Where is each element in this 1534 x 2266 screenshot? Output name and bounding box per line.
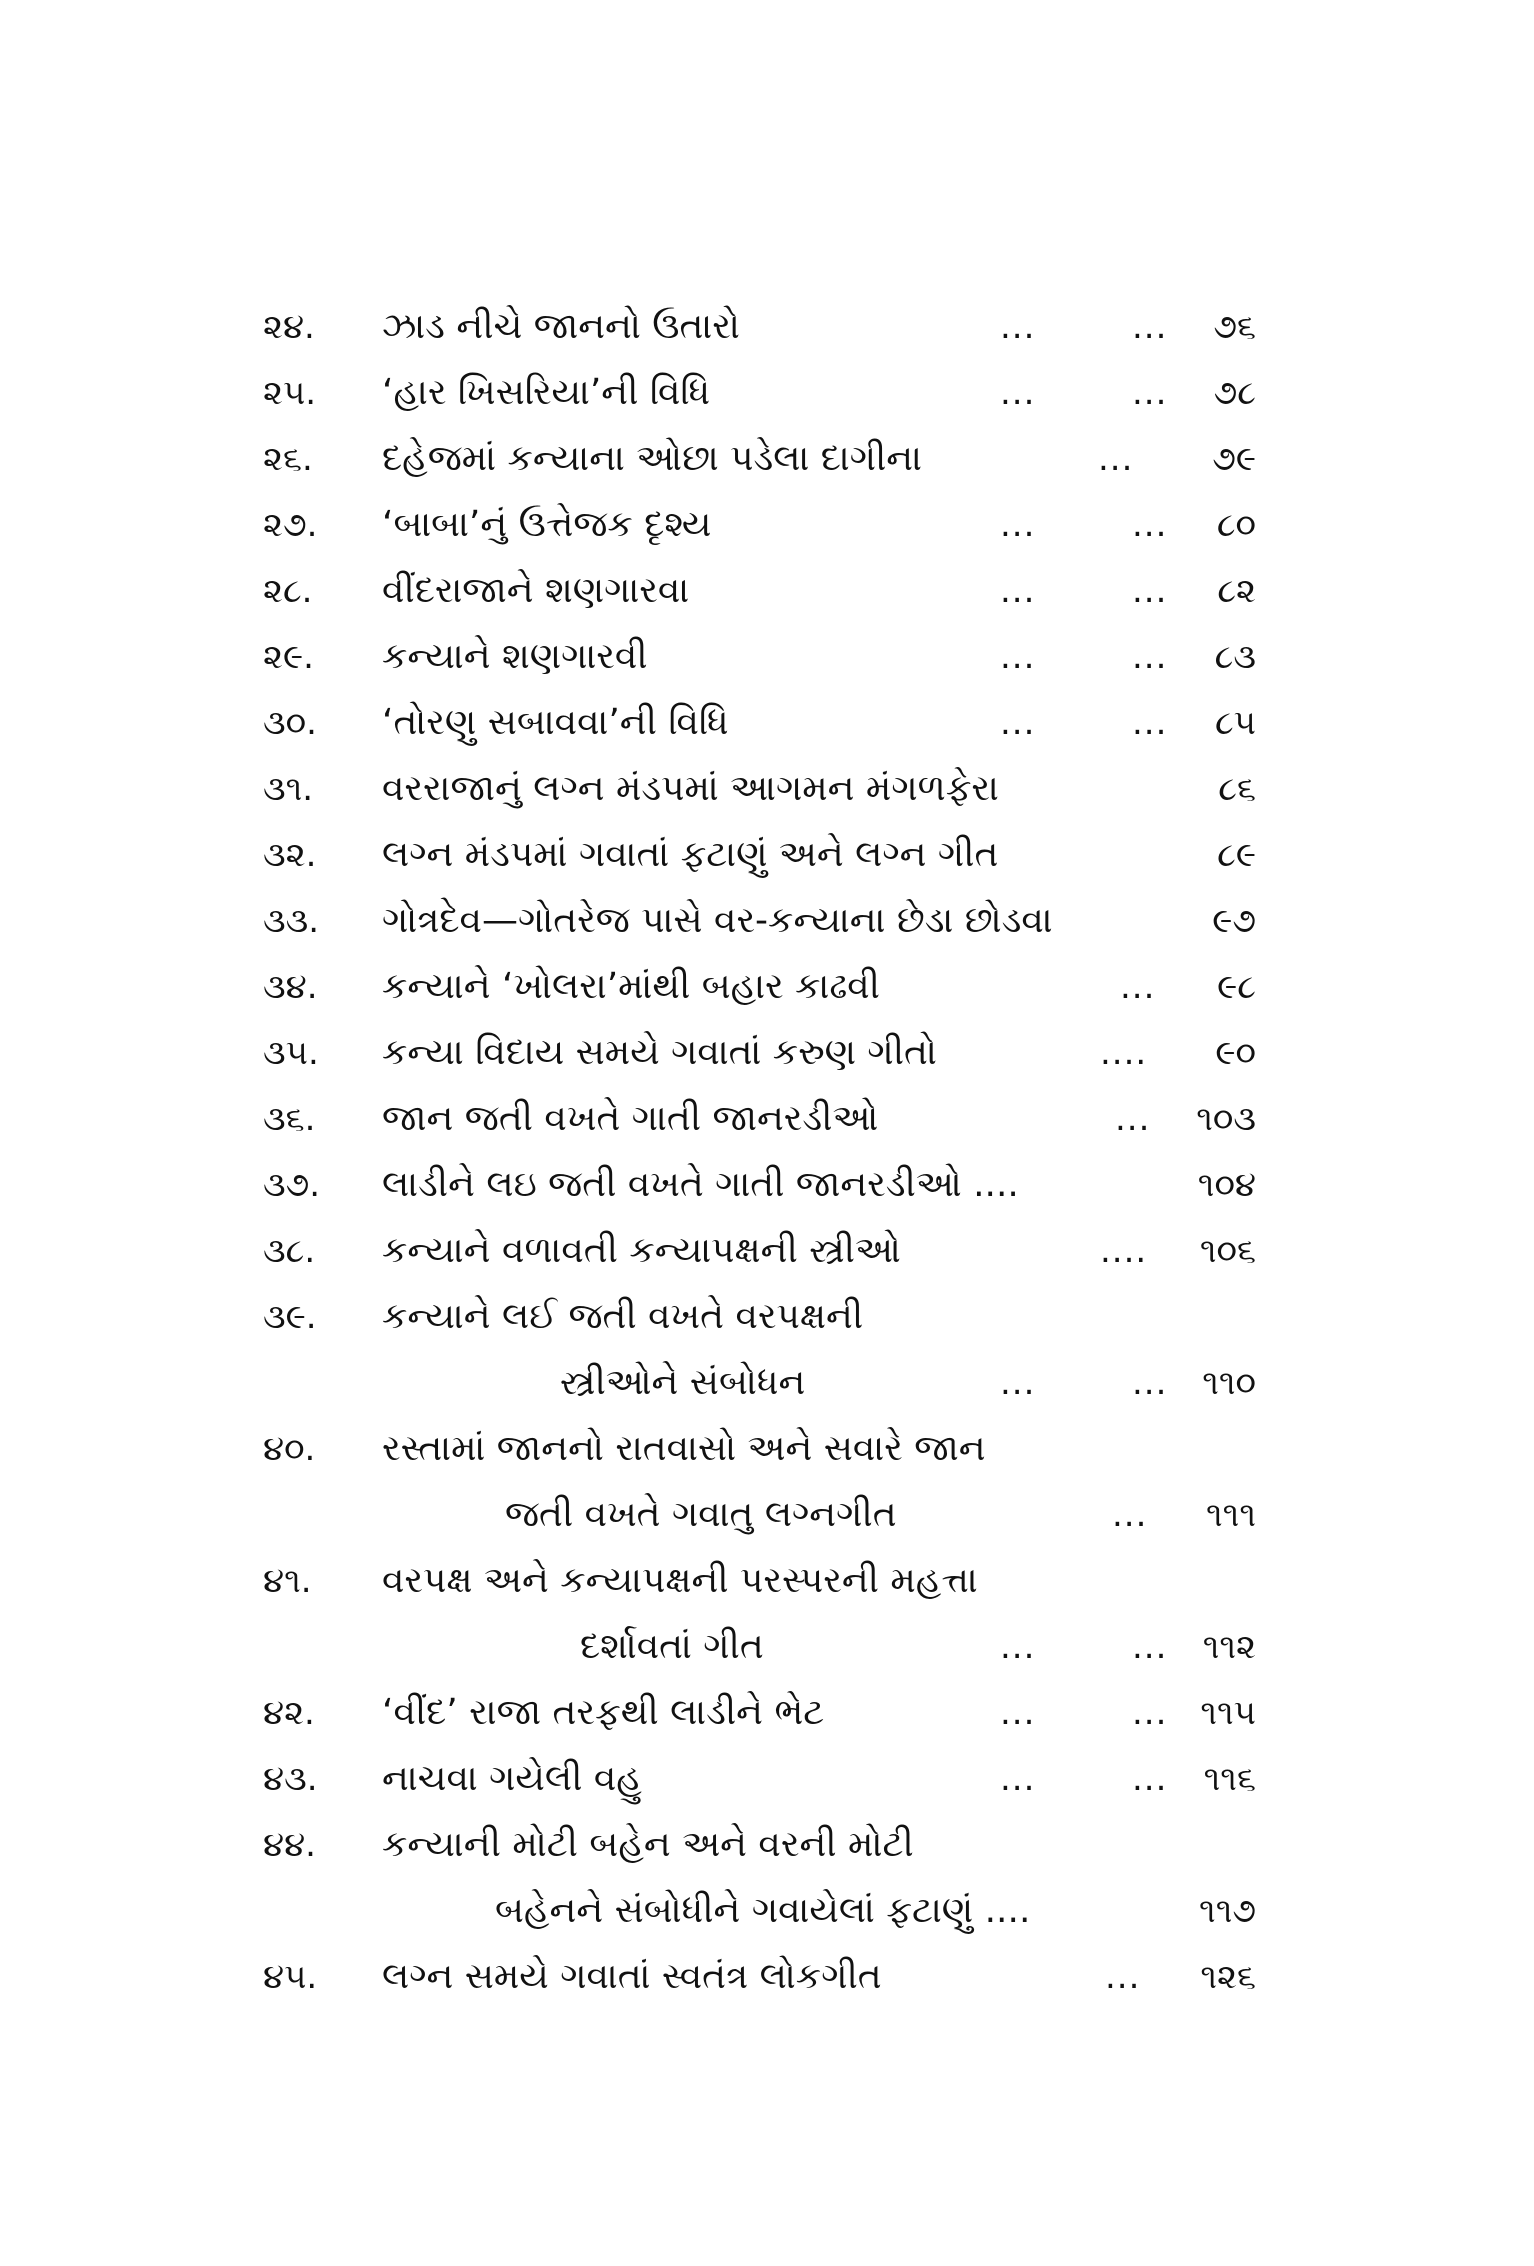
page-number: ૯૦ xyxy=(1215,1033,1256,1073)
page-number: ૧૧૭ xyxy=(1199,1891,1256,1931)
leader-dots: ... xyxy=(1000,1693,1036,1733)
entry-title: ‘તોરણુ સબાવવા’ની વિધિ xyxy=(382,702,729,743)
toc-entry-line xyxy=(0,1153,1534,1219)
toc-entry-line xyxy=(0,1879,1534,1945)
page-number: ૧૧૦ xyxy=(1202,1363,1256,1403)
entry-number: ૨૮. xyxy=(263,571,313,611)
page-number: ૭૬ xyxy=(1213,307,1256,347)
toc-entry-line xyxy=(0,1285,1534,1351)
entry-number: ૩૫. xyxy=(263,1033,319,1073)
toc-entry-line xyxy=(0,493,1534,559)
toc-entry xyxy=(0,955,1534,1021)
entry-title: વરપક્ષ અને કન્યાપક્ષની પરસ્પરની મહત્તા xyxy=(382,1560,978,1601)
entry-number: ૨૭. xyxy=(263,505,318,545)
toc-entry xyxy=(0,1021,1534,1087)
entry-number: ૩૮. xyxy=(263,1231,316,1271)
leader-dots: ... xyxy=(1132,1759,1168,1799)
leader-dots: ... xyxy=(1000,1627,1036,1667)
toc-entry xyxy=(0,889,1534,955)
entry-title: લગ્ન સમયે ગવાતાં સ્વતંત્ર લોકગીત xyxy=(382,1956,882,1997)
toc-entry xyxy=(0,757,1534,823)
leader-dots: ... xyxy=(1112,1495,1148,1535)
toc-entry-line xyxy=(0,1417,1534,1483)
entry-number: ૩૯. xyxy=(263,1297,317,1337)
page-number: ૮૨ xyxy=(1217,571,1256,611)
entry-number: ૩૭. xyxy=(263,1165,321,1205)
leader-dots: ... xyxy=(1000,307,1036,347)
entry-number: ૩૪. xyxy=(263,967,318,1007)
entry-number: ૨૫. xyxy=(263,373,317,413)
entry-number: ૪૦. xyxy=(263,1429,316,1469)
entry-title: કન્યાની મોટી બહેન અને વરની મોટી xyxy=(382,1824,914,1865)
leader-dots: ... xyxy=(1132,637,1168,677)
toc-entry xyxy=(0,1945,1534,2011)
toc-entry xyxy=(0,1813,1534,1945)
leader-dots: ... xyxy=(1115,1099,1151,1139)
leader-dots: ... xyxy=(1120,967,1156,1007)
toc-entry-line xyxy=(0,1219,1534,1285)
entry-number: ૩૨. xyxy=(263,835,317,875)
leader-dots: ... xyxy=(1000,703,1036,743)
entry-number: ૨૬. xyxy=(263,439,313,479)
page-number: ૧૧૫ xyxy=(1200,1693,1256,1733)
page-number: ૭૮ xyxy=(1213,373,1256,413)
toc-entry-line xyxy=(0,625,1534,691)
page-number: ૯૮ xyxy=(1217,967,1256,1007)
toc-entry-line xyxy=(0,559,1534,625)
toc-entry xyxy=(0,361,1534,427)
page-number: ૧૧૧ xyxy=(1206,1495,1256,1535)
toc-entry-line xyxy=(0,757,1534,823)
leader-dots: ... xyxy=(1132,307,1168,347)
page-number: ૧૦૩ xyxy=(1196,1099,1256,1139)
page-number: ૯૭ xyxy=(1212,901,1256,941)
toc-entry-line xyxy=(0,1549,1534,1615)
leader-dots: ... xyxy=(1000,571,1036,611)
toc-entry xyxy=(0,1549,1534,1681)
page-number: ૮૩ xyxy=(1214,637,1256,677)
entry-title: દર્શાવતાં ગીત xyxy=(580,1626,764,1667)
page-number: ૭૯ xyxy=(1212,439,1256,479)
toc-entry xyxy=(0,823,1534,889)
page-number: ૧૦૪ xyxy=(1197,1165,1256,1205)
entry-number: ૪૩. xyxy=(263,1759,318,1799)
page-number: ૮૦ xyxy=(1216,505,1256,545)
entry-number: ૨૯. xyxy=(263,637,314,677)
entry-title: જાન જતી વખતે ગાતી જાનરડીઓ xyxy=(382,1098,879,1139)
leader-dots: .... xyxy=(1100,1033,1148,1073)
toc-entry xyxy=(0,1285,1534,1417)
entry-number: ૩૩. xyxy=(263,901,320,941)
page-number: ૧૨૬ xyxy=(1200,1957,1256,1997)
toc-entry xyxy=(0,691,1534,757)
leader-dots: .... xyxy=(1100,1231,1148,1271)
toc-entry-line xyxy=(0,295,1534,361)
leader-dots: ... xyxy=(1132,1363,1168,1403)
entry-title: નાચવા ગયેલી વહુ xyxy=(382,1758,642,1799)
toc-entry-line xyxy=(0,1945,1534,2011)
toc-entry-line xyxy=(0,889,1534,955)
toc-entry-line xyxy=(0,1087,1534,1153)
entry-number: ૩૬. xyxy=(263,1099,316,1139)
toc-entry xyxy=(0,559,1534,625)
table-of-contents xyxy=(0,295,1534,2011)
entry-title: રસ્તામાં જાનનો રાતવાસો અને સવારે જાન xyxy=(382,1428,986,1469)
toc-entry-line xyxy=(0,1351,1534,1417)
entry-number: ૨૪. xyxy=(263,307,315,347)
entry-title: ‘વીંદ’ રાજા તરફથી લાડીને ભેટ xyxy=(382,1692,825,1733)
toc-entry-line xyxy=(0,1747,1534,1813)
toc-entry xyxy=(0,1747,1534,1813)
toc-entry-line xyxy=(0,1615,1534,1681)
entry-title: લાડીને લઇ જતી વખતે ગાતી જાનરડીઓ .... xyxy=(382,1164,1019,1205)
toc-entry-line xyxy=(0,955,1534,1021)
leader-dots: ... xyxy=(1132,373,1168,413)
toc-entry-line xyxy=(0,1813,1534,1879)
entry-title: કન્યાને શણગારવી xyxy=(382,636,648,677)
toc-entry xyxy=(0,1417,1534,1549)
entry-title: ઝાડ નીચે જાનનો ઉતારો xyxy=(382,306,740,347)
leader-dots: ... xyxy=(1105,1957,1141,1997)
entry-title: જતી વખતે ગવાતુ લગ્નગીત xyxy=(505,1494,897,1535)
leader-dots: ... xyxy=(1132,1693,1168,1733)
leader-dots: ... xyxy=(1098,439,1134,479)
entry-title: કન્યાને ‘ખોલરા’માંથી બહાર કાઢવી xyxy=(382,966,880,1007)
leader-dots: ... xyxy=(1000,637,1036,677)
toc-entry xyxy=(0,1219,1534,1285)
entry-title: ‘હાર ખિસરિયા’ની વિધિ xyxy=(382,372,711,413)
entry-title: બહેનને સંબોધીને ગવાયેલાં ફટાણું .... xyxy=(495,1890,1031,1931)
toc-entry xyxy=(0,625,1534,691)
page-number: ૧૦૬ xyxy=(1199,1231,1256,1271)
entry-number: ૩૧. xyxy=(263,769,314,809)
page-number: ૮૬ xyxy=(1218,769,1256,809)
page-number: ૧૧૨ xyxy=(1202,1627,1256,1667)
leader-dots: ... xyxy=(1000,1759,1036,1799)
leader-dots: ... xyxy=(1132,703,1168,743)
entry-title: ગોત્રદેવ—ગોતરેજ પાસે વર-કન્યાના છેડા છોડવા xyxy=(382,900,1053,941)
leader-dots: ... xyxy=(1132,571,1168,611)
toc-entry-line xyxy=(0,691,1534,757)
entry-title: કન્યાને લઈ જતી વખતે વરપક્ષની xyxy=(382,1296,864,1337)
toc-entry-line xyxy=(0,823,1534,889)
page-number: ૧૧૬ xyxy=(1203,1759,1256,1799)
toc-entry-line xyxy=(0,1483,1534,1549)
toc-entry-line xyxy=(0,1021,1534,1087)
entry-title: કન્યા વિદાય સમયે ગવાતાં કરુણ ગીતો xyxy=(382,1032,937,1073)
entry-title: સ્ત્રીઓને સંબોધન xyxy=(560,1362,806,1403)
entry-number: ૩૦. xyxy=(263,703,317,743)
toc-entry xyxy=(0,295,1534,361)
leader-dots: ... xyxy=(1000,505,1036,545)
toc-entry-line xyxy=(0,1681,1534,1747)
entry-title: લગ્ન મંડપમાં ગવાતાં ફટાણું અને લગ્ન ગીત xyxy=(382,834,999,875)
leader-dots: ... xyxy=(1132,505,1168,545)
toc-entry-line xyxy=(0,427,1534,493)
page-number: ૮૫ xyxy=(1214,703,1256,743)
leader-dots: ... xyxy=(1132,1627,1168,1667)
toc-entry xyxy=(0,1681,1534,1747)
toc-entry xyxy=(0,1087,1534,1153)
leader-dots: ... xyxy=(1000,373,1036,413)
entry-title: કન્યાને વળાવતી કન્યાપક્ષની સ્ત્રીઓ xyxy=(382,1230,901,1271)
entry-title: ‘બાબા’નું ઉત્તેજક દૃશ્ય xyxy=(382,504,712,545)
toc-entry-line xyxy=(0,361,1534,427)
toc-entry xyxy=(0,427,1534,493)
entry-number: ૪૫. xyxy=(263,1957,318,1997)
entry-title: વીંદરાજાને શણગારવા xyxy=(382,570,690,611)
entry-number: ૪૪. xyxy=(263,1825,316,1865)
page-number: ૮૯ xyxy=(1217,835,1256,875)
entry-title: વરરાજાનું લગ્ન મંડપમાં આગમન મંગળફેરા xyxy=(382,768,999,809)
toc-entry xyxy=(0,1153,1534,1219)
entry-number: ૪૧. xyxy=(263,1561,312,1601)
leader-dots: ... xyxy=(1000,1363,1036,1403)
toc-entry xyxy=(0,493,1534,559)
entry-title: દહેજમાં કન્યાના ઓછા પડેલા દાગીના xyxy=(382,438,922,479)
entry-number: ૪૨. xyxy=(263,1693,315,1733)
